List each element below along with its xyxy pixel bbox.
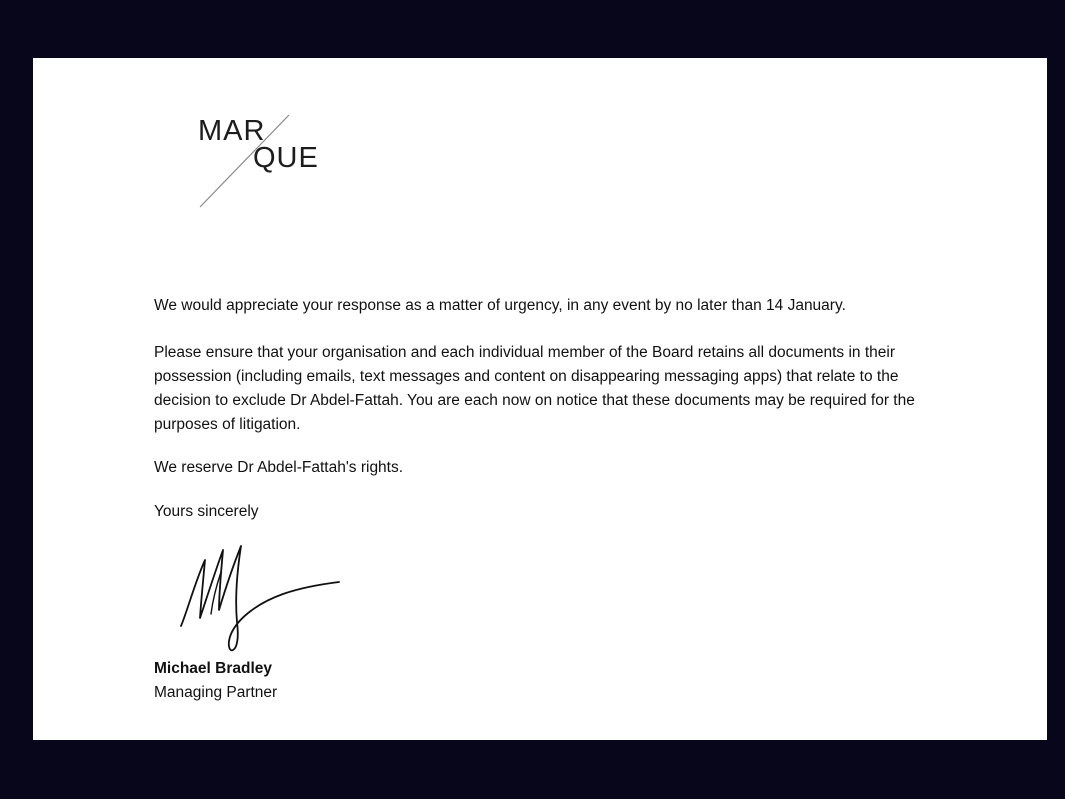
closing-salutation: Yours sincerely <box>154 503 259 520</box>
paragraph-rights-reserved: We reserve Dr Abdel-Fattah's rights. <box>154 459 404 476</box>
logo-text-bottom: QUE <box>253 142 319 174</box>
paragraph-urgency: We would appreciate your response as a matter of urgency, in any event by no later than 14 January. <box>154 297 846 314</box>
logo-text-top: MAR <box>198 115 266 147</box>
handwritten-signature <box>173 542 348 654</box>
marque-logo <box>193 110 333 215</box>
letter-page <box>33 58 1047 740</box>
signatory-name: Michael Bradley <box>154 660 273 677</box>
signatory-title: Managing Partner <box>154 684 278 701</box>
paragraph-document-retention: Please ensure that your organisation and each individual member of the Board retains all documents in their possession (including emails, text messages and content on disappearing messaging apps) that relate to the decision to exclude Dr Abdel-Fattah. You are each now on notice that these documents may be required for the purposes of litigation. <box>154 344 915 433</box>
